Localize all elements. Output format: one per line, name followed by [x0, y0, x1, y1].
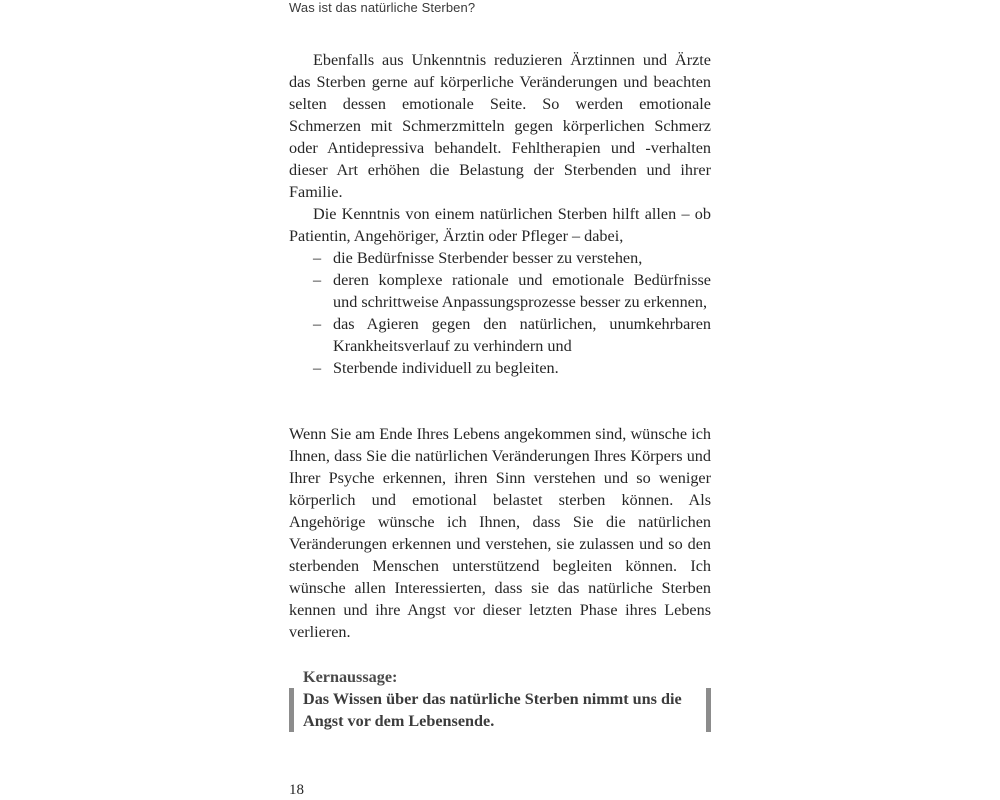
body-text: [289, 49, 711, 643]
paragraph: Ebenfalls aus Unkenntnis reduzieren Ärztinnen und Ärzte das Sterben gerne auf körperliche Veränderungen und beachten selten dessen emotionale Seite. So werden emotionale Schmerzen mit Schmerzmitteln gegen körperlichen Schmerz oder Antidepressiva behandelt. Fehltherapien und -verhalten dieser Art erhöhen die Belastung der Sterbenden und ihrer Familie.: [289, 51, 711, 201]
page-number: 18: [289, 782, 304, 798]
key-statement-box: [289, 688, 711, 732]
list-item: – die Bedürfnisse Sterbender besser zu verstehen,: [289, 247, 711, 269]
paragraph-spacer: [289, 379, 711, 401]
running-header: Was ist das natürliche Sterben?: [289, 0, 476, 15]
dash-list: [289, 247, 711, 379]
list-item: – Sterbende individuell zu begleiten.: [289, 357, 711, 379]
paragraph-spacer: [289, 401, 711, 423]
key-statement-label: Kernaussage:: [303, 668, 398, 686]
list-item: – das Agieren gegen den natürlichen, unumkehrbaren Krankheitsverlauf zu verhindern und: [289, 313, 711, 357]
paragraph: Wenn Sie am Ende Ihres Lebens angekommen sind, wünsche ich Ihnen, dass Sie die natürlichen Veränderungen Ihres Körpers und Ihrer Psyche erkennen, ihren Sinn verstehen und so weniger körperlich und emotional belastet sterben können. Als Angehörige wünsche ich Ihnen, dass Sie die natürlichen Veränderungen erkennen und verstehen, sie zulassen und so den sterbenden Menschen unterstützend begleiten können. Ich wünsche allen Interessierten, dass sie das natürliche Sterben kennen und ihre Angst vor dieser letzten Phase ihres Lebens verlieren.: [289, 425, 711, 641]
key-statement-left-bar: [289, 688, 294, 732]
key-statement-right-bar: [706, 688, 711, 732]
paragraph: Die Kenntnis von einem natürlichen Sterben hilft allen – ob Patientin, Angehöriger, Ärztin oder Pfleger – dabei,: [289, 205, 711, 245]
list-item: – deren komplexe rationale und emotionale Bedürfnisse und schrittweise Anpassungsprozesse besser zu erkennen,: [289, 269, 711, 313]
key-statement-text: Das Wissen über das natürliche Sterben nimmt uns die Angst vor dem Lebensende.: [303, 690, 682, 730]
